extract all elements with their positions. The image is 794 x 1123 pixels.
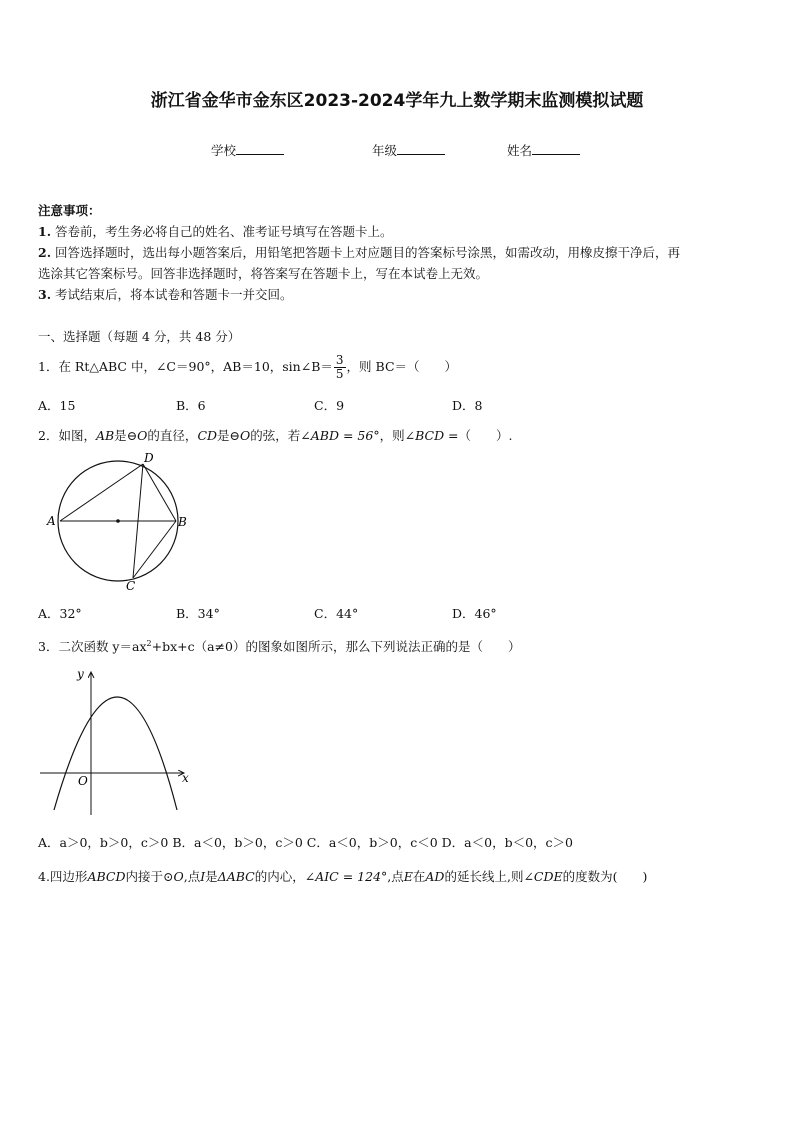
question-1 (38, 354, 457, 381)
grade-blank (397, 142, 445, 155)
notice-heading: 注意事项： (38, 203, 101, 218)
school-label: 学校 (211, 143, 237, 158)
q4-text: 在 (412, 869, 426, 884)
label-a: A (47, 514, 56, 528)
q1-suffix: ，则 BC＝（ ） (346, 359, 458, 374)
notice-num: 2. (38, 245, 52, 260)
q4-text: 内接于 (125, 869, 163, 884)
chord-cb (133, 521, 176, 578)
page-title: 浙江省金华市金东区2023-2024学年九上数学期末监测模拟试题 (150, 91, 644, 111)
q2-text: （ ）. (458, 428, 513, 443)
q3-options: A．a＞0，b＞0，c＞0 B．a＜0，b＞0，c＞0 C．a＜0，b＞0，c＜0 D．a＜0，b＜0，c＞0 (38, 835, 573, 850)
q3-text: 3．二次函数 y＝ax (38, 639, 147, 655)
grade-label: 年级 (372, 143, 398, 158)
notice-item (38, 284, 758, 305)
q4-text: ,点 (183, 869, 201, 884)
q1-fraction (334, 354, 346, 381)
name-field (507, 141, 580, 159)
label-c: C (126, 579, 136, 593)
q2-text: 是 (217, 428, 230, 443)
q4-point-e: E (403, 869, 413, 884)
q4-triangle: ΔABC (217, 869, 255, 884)
q2-circle-o: ⊖O (229, 428, 251, 443)
label-d: D (144, 452, 154, 465)
notice-num: 1. (38, 224, 52, 239)
q1-option-d: D．8 (452, 398, 483, 413)
q1-option-a: A．15 (38, 398, 76, 413)
q4-segment-ad: AD (425, 869, 445, 884)
q4-angle-cde: ∠CDE (523, 869, 563, 884)
notice-text: 选涂其它答案标号。回答非选择题时，将答案写在答题卡上，写在本试卷上无效。 (38, 266, 489, 281)
origin-label: O (78, 774, 88, 788)
school-blank (236, 142, 284, 155)
notice-item (38, 263, 758, 284)
q2-option-a: A．32° (38, 606, 82, 621)
notice-text: 答卷前，考生务必将自己的姓名、准考证号填写在答题卡上。 (55, 224, 393, 239)
q1-frac-num: 3 (335, 353, 344, 367)
q2-angle-bcd: ∠BCD = (404, 428, 459, 443)
name-blank (532, 142, 580, 155)
q1-prefix: 1．在 Rt△ABC 中，∠C＝90°，AB＝10，sin∠B＝ (38, 359, 333, 374)
question-3 (38, 633, 520, 657)
q2-text: 是 (114, 428, 127, 443)
q1-option-b: B．6 (176, 398, 206, 413)
q4-text: ,点 (387, 869, 404, 884)
q2-text: 的弦，若 (250, 428, 301, 443)
notice-num: 3. (38, 287, 52, 302)
q4-text: 4.四边形 (38, 869, 88, 884)
q2-option-c: C．44° (314, 606, 359, 621)
q2-text: ，则 (379, 428, 405, 443)
x-axis-label: x (182, 771, 189, 785)
q4-text: 的内心， (254, 869, 305, 884)
notice-item (38, 242, 758, 263)
q1-frac-den: 5 (335, 367, 344, 381)
notice-text: 考试结束后，将本试卷和答题卡一并交回。 (55, 287, 293, 302)
parabola-curve (54, 697, 177, 810)
q3-text: +bx+c（a≠0）的图象如图所示，那么下列说法正确的是（ ） (151, 639, 521, 655)
q2-option-d: D．46° (452, 606, 497, 621)
q1-option-c: C．9 (314, 398, 345, 413)
q4-circle-o: ⊙O (162, 869, 184, 884)
q4-text: 是 (205, 869, 218, 884)
q4-point-i: I (200, 869, 206, 884)
question-2 (38, 425, 513, 446)
q2-angle-abd: ∠ABD = 56° (300, 428, 380, 443)
chord-ad (60, 464, 143, 521)
q4-angle-aic: ∠AIC = 124° (304, 869, 388, 884)
grade-field (372, 141, 445, 159)
q4-text: 的度数为( ) (562, 869, 648, 884)
name-label: 姓名 (507, 143, 533, 158)
circle-diagram (40, 452, 200, 594)
q3-exponent: 2 (146, 639, 152, 648)
parabola-graph (36, 660, 196, 818)
q4-text: 的延长线上,则 (444, 869, 524, 884)
q2-option-b: B．34° (176, 606, 220, 621)
y-axis-label: y (77, 667, 84, 681)
label-b: B (178, 515, 187, 529)
q2-text: 的直径， (147, 428, 198, 443)
notice-text: 回答选择题时，选出每小题答案后，用铅笔把答题卡上对应题目的答案标号涂黑，如需改动，用橡皮擦干净后，再 (55, 245, 681, 260)
notice-item (38, 221, 758, 242)
center-point (116, 519, 120, 523)
q2-circle-o: ⊖O (126, 428, 148, 443)
q2-cd: CD (197, 428, 218, 443)
q4-quadrilateral: ABCD (87, 869, 126, 884)
q2-ab: AB (95, 428, 115, 443)
q2-text: 2．如图， (38, 428, 96, 443)
school-field (211, 141, 284, 159)
section-heading: 一、选择题（每题 4 分，共 48 分） (38, 329, 241, 344)
question-4 (38, 866, 647, 887)
